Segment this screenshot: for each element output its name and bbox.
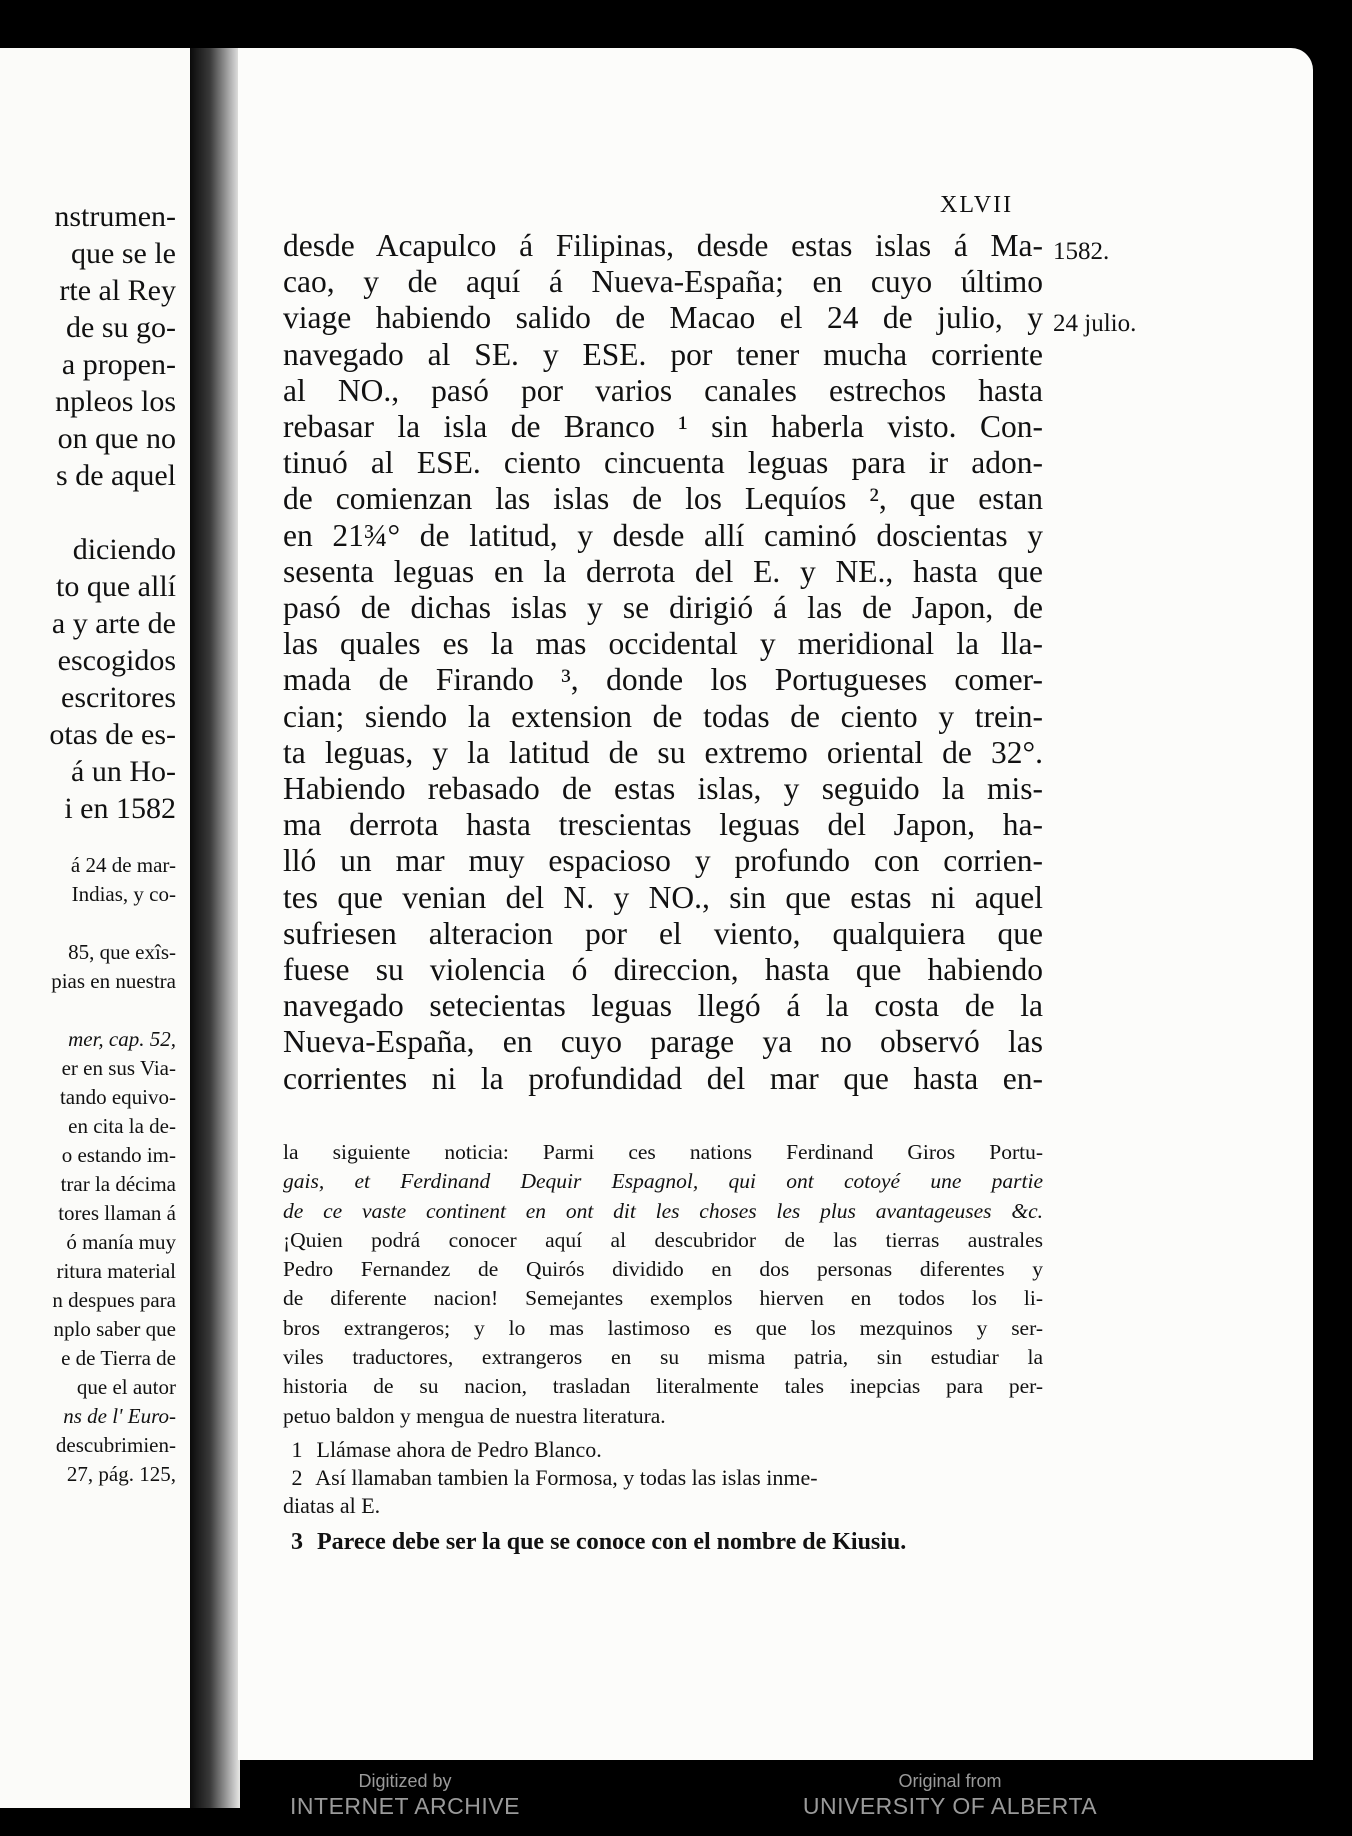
footnote-text: Llámase ahora de Pedro Blanco.: [316, 1437, 602, 1462]
left-line: e de Tierra de: [61, 1346, 176, 1370]
note-line: Pedro Fernandez de Quirós dividido en dos personas diferentes y: [283, 1257, 1043, 1282]
left-line: mer, cap. 52,: [68, 1027, 176, 1051]
text-line: ma derrota hasta trescientas leguas del Japon, ha-: [283, 807, 1043, 843]
left-line: que se le: [71, 237, 176, 270]
footnote-text: Así llamaban tambien la Formosa, y todas las islas inme-: [315, 1465, 818, 1490]
main-text: [283, 228, 1043, 1097]
margin-note-date: 24 julio.: [1053, 310, 1137, 337]
text-line: de comienzan las islas de los Lequíos ², que estan: [283, 481, 1043, 517]
text-line: viage habiendo salido de Macao el 24 de julio, y: [283, 300, 1043, 336]
left-line: o estando im-: [61, 1143, 176, 1167]
left-line: a y arte de: [51, 607, 176, 640]
left-page-upper-text: [0, 198, 176, 827]
left-line: to que allí: [56, 570, 176, 603]
footnote-text: diatas al E.: [283, 1493, 381, 1518]
footnote-3: [283, 1528, 1043, 1556]
text-line: cao, y de aquí á Nueva-España; en cuyo último: [283, 264, 1043, 300]
text-line: corrientes ni la profundidad del mar que hasta en-: [283, 1060, 1043, 1096]
footnote-number: 3: [291, 1529, 303, 1555]
note-line: de ce vaste continent en ont dit les choses les plus avantageuses &c.: [283, 1198, 1043, 1223]
text-line: pasó de dichas islas y se dirigió á las de Japon, de: [283, 590, 1043, 626]
left-line: [0, 909, 176, 938]
left-line: ns de l' Euro-: [63, 1404, 176, 1428]
continued-note: [283, 1138, 1043, 1431]
footnote-number: 1: [291, 1437, 303, 1462]
left-page-notes: [0, 851, 176, 1489]
digitizer-name: INTERNET ARCHIVE: [290, 1793, 520, 1819]
text-line: al NO., pasó por varios canales estrechos hasta: [283, 372, 1043, 408]
text-line: Nueva-España, en cuyo parage ya no observó las: [283, 1024, 1043, 1060]
left-line: s de aquel: [56, 459, 176, 492]
left-line: 27, pág. 125,: [66, 1462, 176, 1486]
footnote-2-continuation: [283, 1492, 1043, 1520]
text-line: navegado setecientas leguas llegó á la costa de la: [283, 988, 1043, 1024]
text-line: sesenta leguas en la derrota del E. y NE., hasta que: [283, 553, 1043, 589]
text-line: navegado al SE. y ESE. por tener mucha corriente: [283, 336, 1043, 372]
page-number: XLVII: [940, 192, 1014, 218]
note-line: bros extrangeros; y lo mas lastimoso es que los mezquinos y ser-: [283, 1315, 1043, 1340]
left-line: rte al Rey: [59, 274, 176, 307]
left-line: nplo saber que: [53, 1317, 176, 1341]
left-line: trar la décima: [60, 1172, 176, 1196]
text-line: lló un mar muy espacioso y profundo con corrien-: [283, 843, 1043, 879]
left-page: [0, 48, 193, 1808]
left-line: de su go-: [66, 311, 176, 344]
left-line: escogidos: [57, 644, 176, 677]
footnote-1: [283, 1436, 1043, 1464]
left-line: a propen-: [61, 348, 176, 381]
text-line: mada de Firando ³, donde los Portugueses comer-: [283, 662, 1043, 698]
note-line: petuo baldon y mengua de nuestra literatura.: [283, 1403, 666, 1428]
footnote-2: [283, 1464, 1043, 1492]
text-line: las quales es la mas occidental y meridional la lla-: [283, 626, 1043, 662]
left-line: otas de es-: [49, 718, 176, 751]
note-line: ¡Quien podrá conocer aquí al descubridor de las tierras australes: [283, 1227, 1043, 1252]
footnote-number: 2: [291, 1465, 303, 1490]
left-line: er en sus Via-: [61, 1056, 176, 1080]
left-line: nstrumen-: [54, 200, 176, 233]
left-line: npleos los: [55, 385, 176, 418]
note-line: de diferente nacion! Semejantes exemplos hierven en todos los li-: [283, 1286, 1043, 1311]
note-line: la siguiente noticia: Parmi ces nations Ferdinand Giros Portu-: [283, 1140, 1043, 1164]
text-line: tinuó al ESE. ciento cincuenta leguas para ir adon-: [283, 445, 1043, 481]
book-gutter: [190, 48, 240, 1808]
left-line: en cita la de-: [68, 1114, 176, 1138]
left-line: i en 1582: [64, 792, 176, 825]
text-line: en 21¾° de latitud, y desde allí caminó doscientas y: [283, 517, 1043, 553]
footnote-text: Parece debe ser la que se conoce con el nombre de Kiusiu.: [317, 1529, 907, 1555]
left-line: tando equivo-: [59, 1085, 176, 1109]
left-line: Indias, y co-: [71, 882, 176, 906]
text-line: Habiendo rebasado de estas islas, y seguido la mis-: [283, 771, 1043, 807]
left-line: [0, 494, 176, 531]
note-line: viles traductores, extrangeros en su misma patria, sin estudiar la: [283, 1345, 1043, 1370]
text-line: fuese su violencia ó direccion, hasta que habiendo: [283, 952, 1043, 988]
left-line: tores llaman á: [58, 1201, 176, 1225]
left-line: diciendo: [72, 533, 176, 566]
left-line: que el autor: [76, 1375, 176, 1399]
left-line: n despues para: [52, 1288, 176, 1312]
text-line: rebasar la isla de Branco ¹ sin haberla visto. Con-: [283, 409, 1043, 445]
left-line: á 24 de mar-: [70, 853, 176, 877]
left-line: 85, que exîs-: [68, 940, 176, 964]
margin-note-year: 1582.: [1053, 238, 1110, 265]
left-line: ritura material: [56, 1259, 176, 1283]
note-line: historia de su nacion, trasladan literalmente tales inepcias para per-: [283, 1374, 1043, 1399]
footnotes: [283, 1436, 1043, 1556]
original-from: [790, 1770, 1110, 1820]
left-line: descubrimien-: [55, 1433, 176, 1457]
digitized-by-label: Digitized by: [358, 1771, 452, 1791]
right-page: [238, 48, 1313, 1760]
left-page-text: [0, 198, 176, 1489]
left-line: on que no: [57, 422, 176, 455]
text-line: sufriesen alteracion por el viento, qualquiera que: [283, 915, 1043, 951]
scan-footer: [0, 1770, 1352, 1836]
text-line: cian; siendo la extension de todas de ciento y trein-: [283, 698, 1043, 734]
text-line: ta leguas, y la latitud de su extremo oriental de 32°.: [283, 734, 1043, 770]
text-line: tes que venian del N. y NO., sin que estas ni aquel: [283, 879, 1043, 915]
left-line: pias en nuestra: [51, 969, 176, 993]
left-line: escritores: [61, 681, 176, 714]
left-line: ó manía muy: [66, 1230, 176, 1254]
note-line: gais, et Ferdinand Dequir Espagnol, qui ont cotoyé une partie: [283, 1169, 1043, 1194]
left-line: [0, 996, 176, 1025]
digitized-by: [240, 1770, 570, 1820]
original-from-label: Original from: [898, 1771, 1002, 1791]
text-line: desde Acapulco á Filipinas, desde estas islas á Ma-: [283, 228, 1043, 263]
left-line: á un Ho-: [71, 755, 176, 788]
source-library-name: UNIVERSITY OF ALBERTA: [802, 1793, 1098, 1819]
